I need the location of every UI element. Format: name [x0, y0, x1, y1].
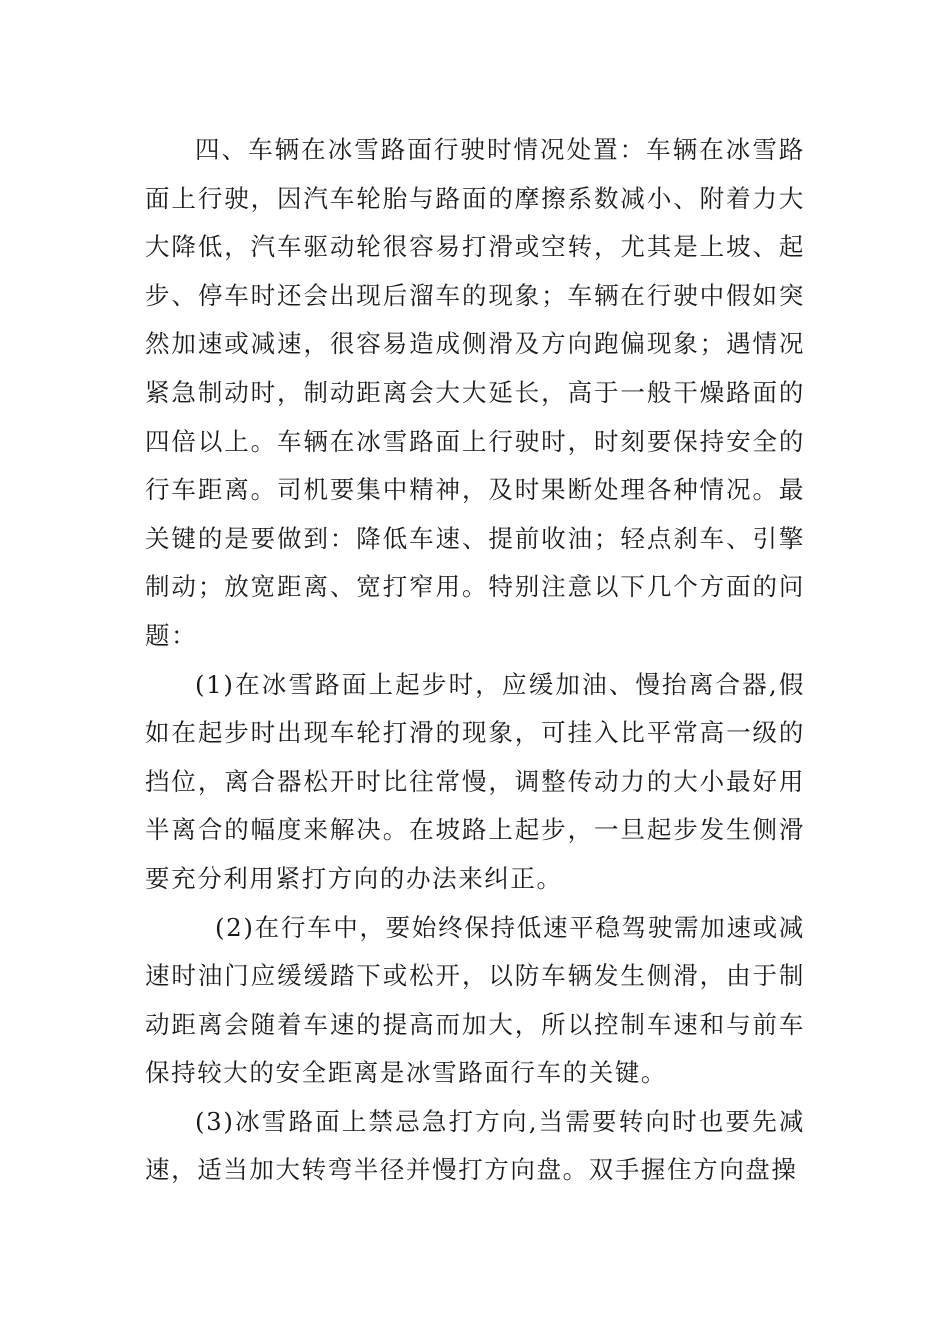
paragraph-item-1: (1)在冰雪路面上起步时，应缓加油、慢抬离合器,假如在起步时出现车轮打滑的现象，可挂入比平常高一级的挡位，离合器松开时比往常慢，调整传动力的大小最好用半离合的幅度来解决。在坡路上起步，一旦起步发生侧滑要充分利用紧打方向的办法来纠正。 [145, 669, 805, 893]
document-body [145, 126, 805, 1195]
paragraph-item-3: (3)冰雪路面上禁忌急打方向,当需要转向时也要先减速，适当加大转弯半径并慢打方向盘。双手握住方向盘操 [145, 1106, 805, 1185]
paragraph-item-2: (2)在行车中，要始终保持低速平稳驾驶需加速或减速时油门应缓缓踏下或松开，以防车辆发生侧滑，由于制动距离会随着车速的提高而加大，所以控制车速和与前车保持较大的安全距离是冰雪路面行车的关键。 [145, 912, 805, 1088]
paragraph-section-four: 四、车辆在冰雪路面行驶时情况处置：车辆在冰雪路面上行驶，因汽车轮胎与路面的摩擦系数减小、附着力大大降低，汽车驱动轮很容易打滑或空转，尤其是上坡、起步、停车时还会出现后溜车的现象；车辆在行驶中假如突然加速或减速，很容易造成侧滑及方向跑偏现象；遇情况紧急制动时，制动距离会大大延长，高于一般干燥路面的四倍以上。车辆在冰雪路面上行驶时，时刻要保持安全的行车距离。司机要集中精神，及时果断处理各种情况。最关键的是要做到：降低车速、提前收油；轻点刹车、引擎制动；放宽距离、宽打窄用。特别注意以下几个方面的问题： [145, 135, 805, 650]
